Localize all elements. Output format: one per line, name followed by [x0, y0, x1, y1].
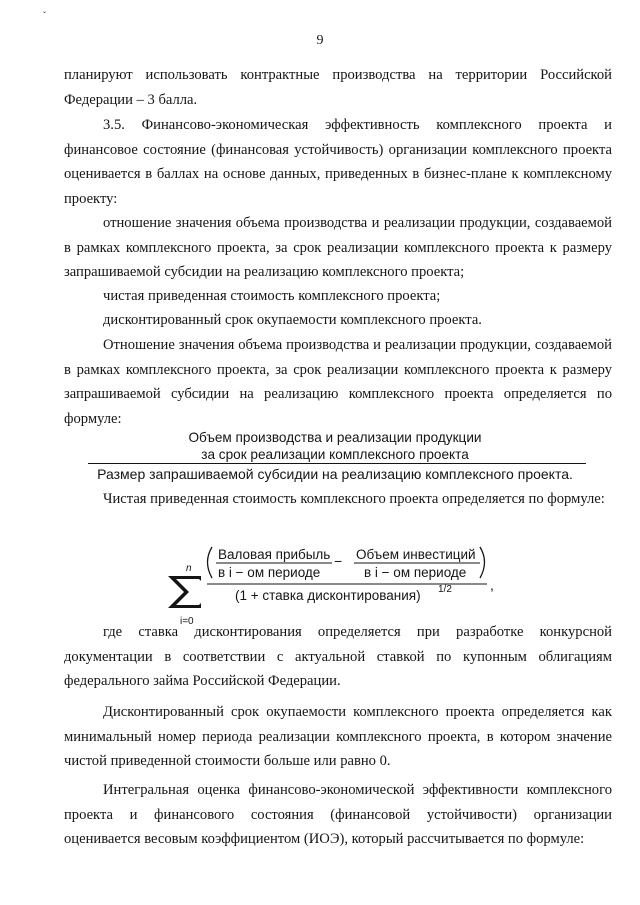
minus-sign: −	[334, 553, 343, 569]
sum-upper-limit: n	[186, 563, 192, 574]
paragraph-integral-assessment: Интегральная оценка финансово-экономической эффективности комплексного проекта и финансового состояния (финансовой устойчивости) организации оценивается весовым коэффициентом (ИОЭ), который рассчитывается по формуле:	[64, 782, 612, 847]
paragraph-ratio-definition: Отношение значения объема производства и реализации продукции, создаваемой в рамках комплексного проекта, за срок реализации комплексного проекта к размеру запрашиваемой субсидии на реализацию комплексного проекта определяется по формуле:	[64, 337, 612, 427]
formula-npv-trailing: ,	[490, 577, 494, 593]
right-paren	[480, 547, 485, 578]
paragraph-continuation: планируют использовать контрактные производства на территории Российской Федерации – 3 балла.	[64, 67, 612, 108]
paragraph-section-3-5: 3.5. Финансово-экономическая эффективность комплексного проекта и финансовое состояние (финансовая устойчивость) организации комплексного проекта оценивается в баллах на основе данных, приведенных в бизнес-плане к комплексному проекту:	[64, 117, 612, 207]
formula-ratio-denominator-text: Размер запрашиваемой субсидии на реализацию комплексного проекта	[97, 466, 569, 482]
page-number: 9	[316, 33, 324, 48]
formula-ratio-trailing: .	[569, 466, 573, 482]
sum-lower-limit: i=0	[180, 616, 194, 627]
left-paren	[208, 547, 213, 578]
formula-ratio-numerator-line2: за срок реализации комплексного проекта	[201, 447, 469, 462]
sigma-icon	[168, 576, 201, 608]
term1-top: Валовая прибыль	[218, 547, 331, 562]
paragraph-payback-definition: Дисконтированный срок окупаемости комплексного проекта определяется как минимальный номер периода реализации комплексного проекта, в котором значение чистой приведенной стоимости больше или равно 0.	[64, 704, 612, 769]
paragraph-discount-rate: где ставка дисконтирования определяется при разработке конкурсной документации в соответствии с актуальной ставкой по купонным облигациям федерального займа Российской Федерации.	[64, 624, 612, 689]
paragraph-npv-definition: Чистая приведенная стоимость комплексного проекта определяется по формуле:	[103, 491, 605, 507]
list-item-payback: дисконтированный срок окупаемости комплексного проекта.	[103, 312, 482, 328]
formula-npv-denominator: (1 + ставка дисконтирования)	[235, 588, 421, 603]
term2-top: Объем инвестиций	[356, 547, 476, 562]
formula-ratio-numerator-line1: Объем производства и реализации продукции	[188, 430, 482, 445]
term1-bottom: в i − ом периоде	[218, 565, 321, 580]
formula-npv-exponent: 1/2	[438, 584, 452, 595]
list-item-npv: чистая приведенная стоимость комплексного проекта;	[103, 288, 441, 304]
list-item-ratio: отношение значения объема производства и реализации продукции, создаваемой в рамках комплексного проекта, за срок реализации комплексного проекта к размеру запрашиваемой субсидии на реализацию комплексного проекта;	[64, 215, 612, 280]
term2-bottom: в i − ом периоде	[364, 565, 467, 580]
corner-mark: ˇ	[43, 10, 46, 20]
